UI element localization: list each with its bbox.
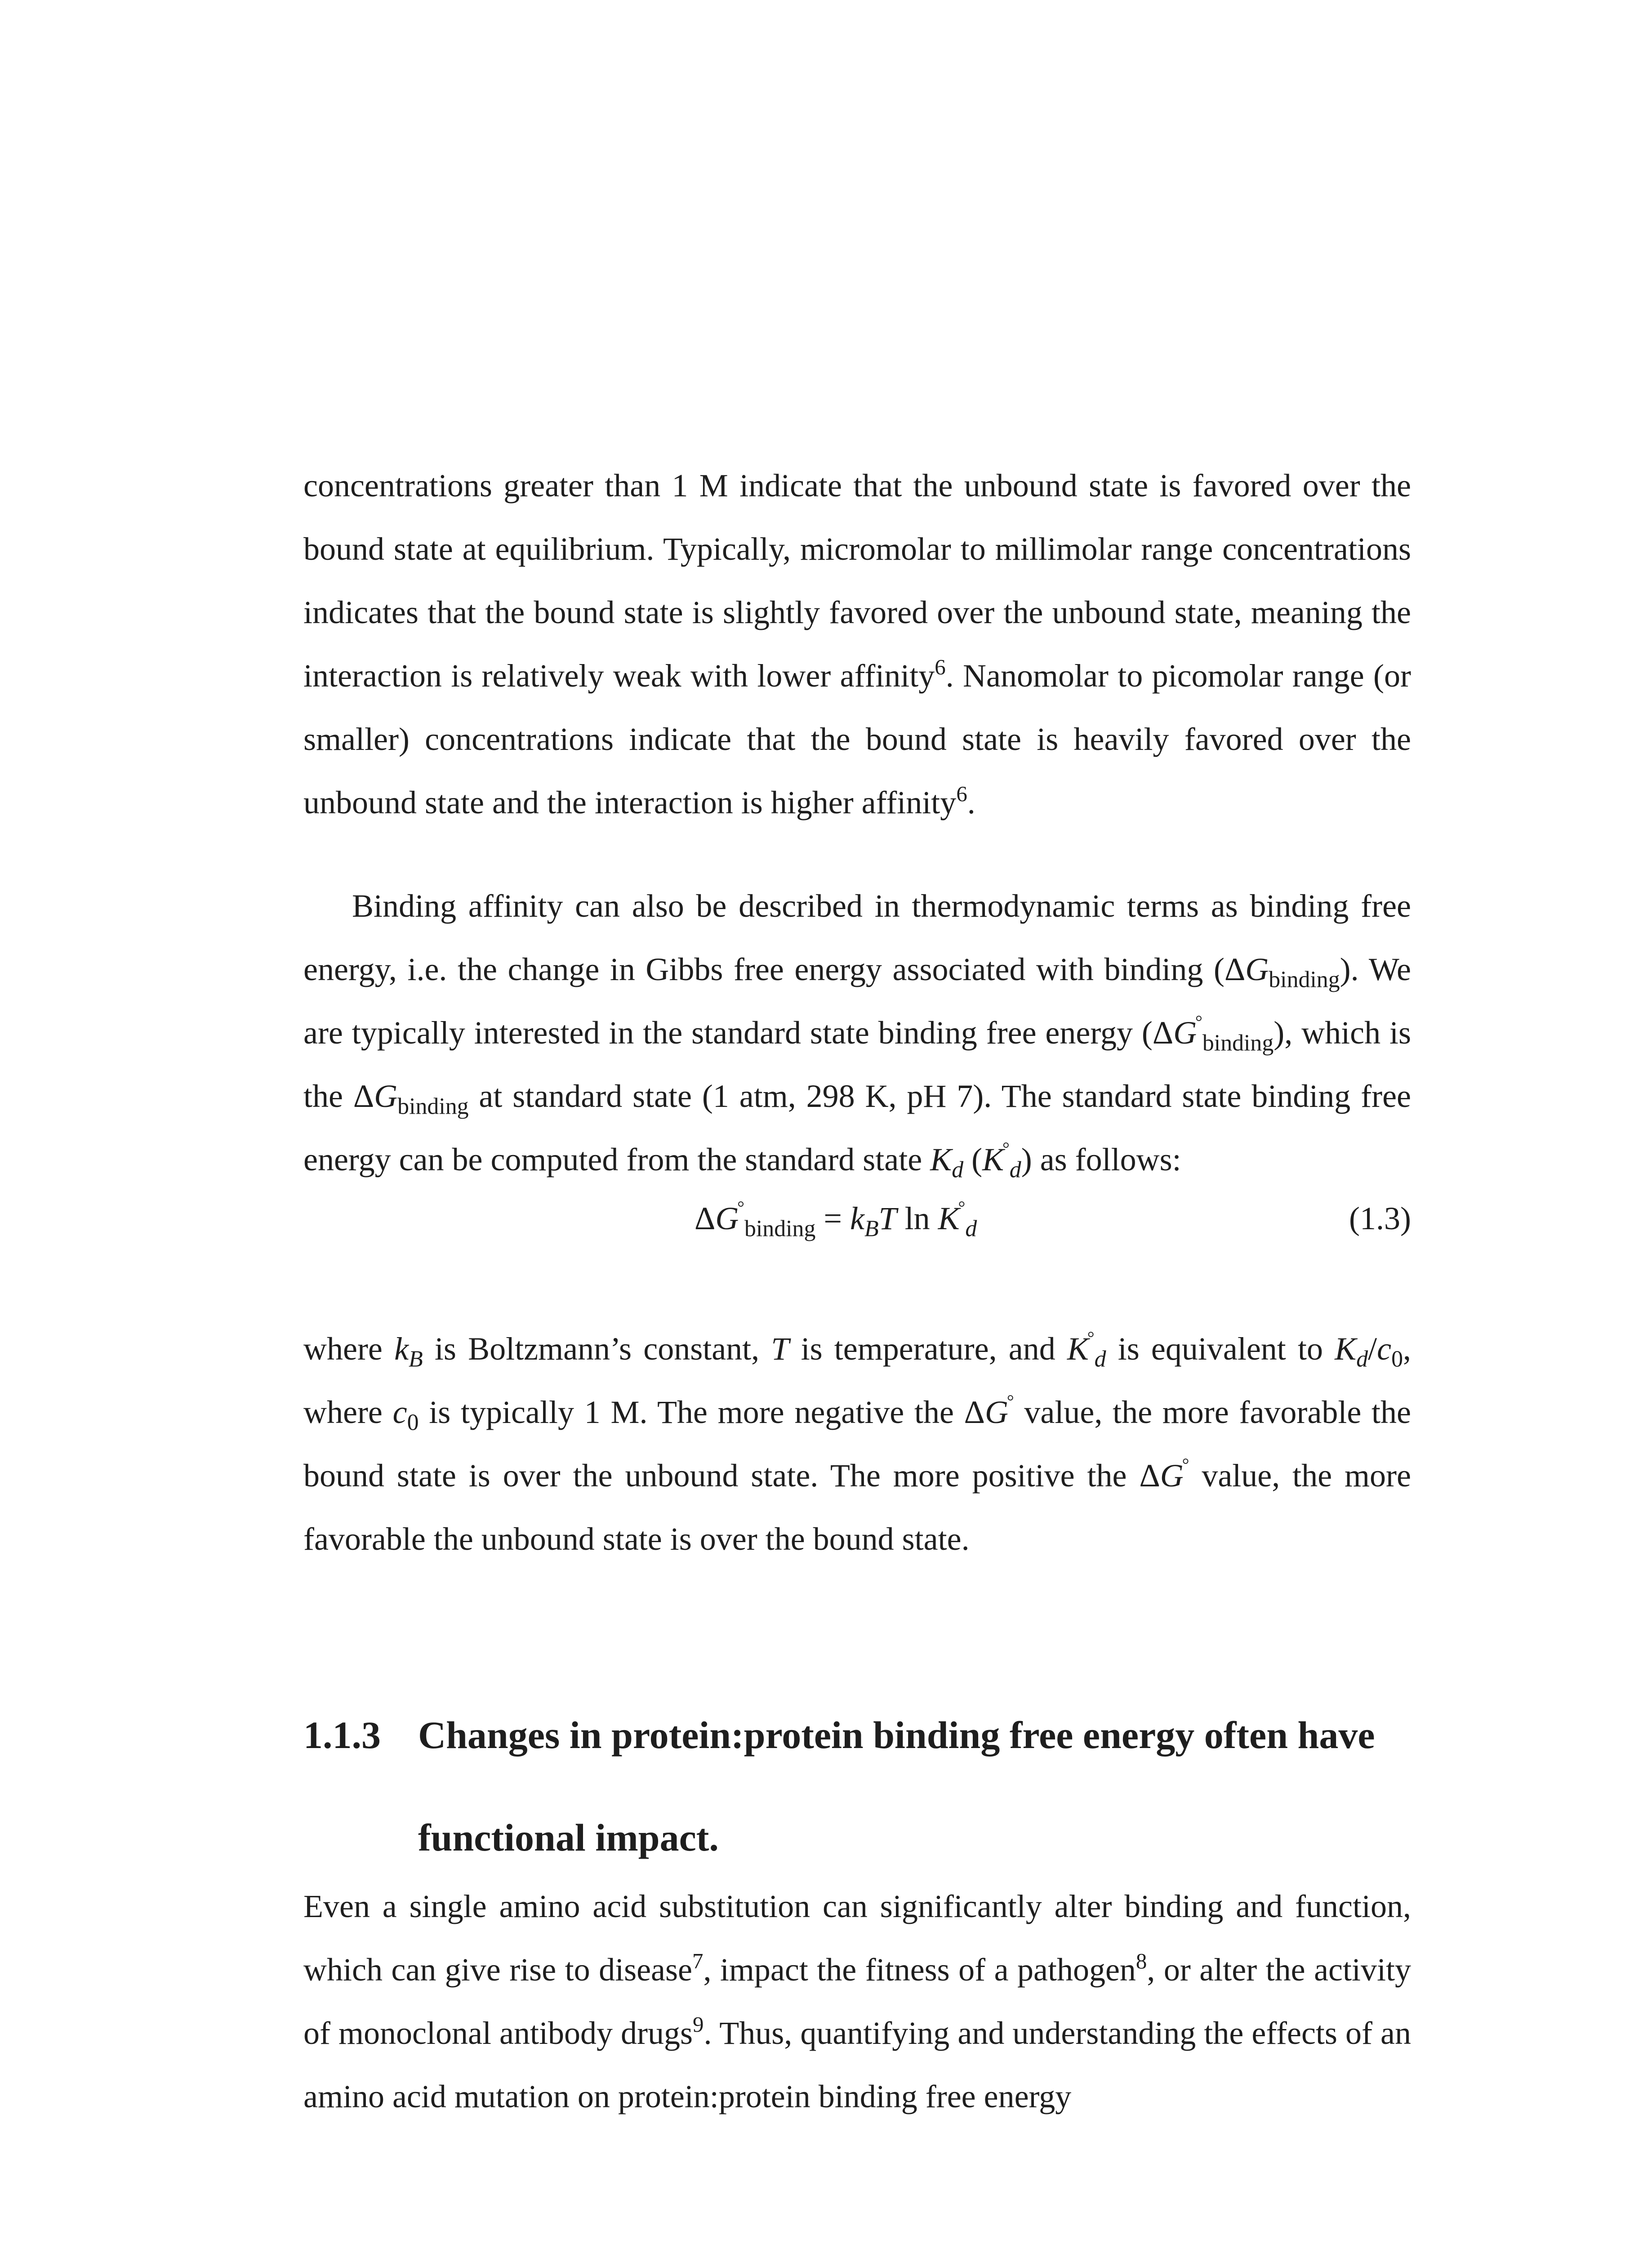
section-number: 1.1.3 xyxy=(303,1713,381,1757)
text: Even a single amino acid substitution can significantly alter binding and function, which can give rise to disease xyxy=(303,1888,1411,1988)
math-delta-g-binding xyxy=(353,1078,469,1120)
text: value, the more favorable the bound state is over the unbound state. The more positive the xyxy=(303,1394,1412,1494)
subscript: 0 xyxy=(1391,1346,1403,1372)
paragraph-equation-explanation xyxy=(303,1317,1411,1571)
degree-symbol: ° xyxy=(1195,1012,1202,1032)
equation-body xyxy=(695,1187,977,1250)
text: . Nanomolar to picomolar range (or smaller) concentrations indicate that the bound state is heavily favored over the unbound state and the interaction is higher affinity xyxy=(303,658,1412,821)
subscript: d xyxy=(1094,1346,1106,1372)
subscript: 0 xyxy=(407,1409,419,1436)
citation: 6 xyxy=(956,781,967,807)
citation: 9 xyxy=(693,2012,704,2037)
subscript: d xyxy=(1356,1346,1368,1372)
math-delta-g-standard xyxy=(964,1391,1014,1430)
subscript: B xyxy=(409,1346,423,1372)
symbol: G xyxy=(1160,1458,1184,1494)
citation: 6 xyxy=(935,655,946,680)
subscript: binding xyxy=(397,1093,469,1120)
text: ), which is the xyxy=(303,1015,1411,1114)
text: is Boltzmann’s constant, xyxy=(423,1331,771,1367)
subscript: d xyxy=(965,1216,977,1242)
citation: 7 xyxy=(692,1949,704,1974)
text: Binding affinity can also be described in thermodynamic terms as binding free energy, i.e. the change in Gibbs free energy associated with binding ( xyxy=(303,888,1411,987)
subscript: binding xyxy=(1202,1030,1274,1056)
degree-symbol: ° xyxy=(1182,1454,1189,1475)
math-delta-g-standard-binding xyxy=(1152,1012,1274,1056)
symbol: Δ xyxy=(353,1078,374,1114)
symbol: G xyxy=(984,1394,1008,1430)
symbol: c xyxy=(392,1394,407,1430)
text: , or alter the activity of monoclonal antibody drugs xyxy=(303,1952,1411,2051)
math-kd xyxy=(930,1142,964,1183)
text: ) as follows: xyxy=(1021,1142,1181,1178)
symbol: G xyxy=(1245,951,1269,987)
symbol: Δ xyxy=(1139,1458,1160,1494)
math-delta-g-binding xyxy=(1224,951,1340,993)
text: where xyxy=(303,1331,395,1367)
text: at standard state (1 atm, 298 K, pH 7). The standard state binding free energy can be computed from the standard state xyxy=(303,1078,1412,1178)
text: is temperature, and xyxy=(789,1331,1067,1367)
symbol: K xyxy=(938,1200,960,1236)
degree-symbol: ° xyxy=(737,1197,744,1218)
math-kb xyxy=(394,1331,423,1372)
math-kd xyxy=(1335,1331,1368,1372)
subscript: binding xyxy=(1269,967,1340,993)
degree-symbol: ° xyxy=(958,1197,966,1218)
subscript: d xyxy=(1009,1157,1021,1183)
subscript: binding xyxy=(744,1216,816,1242)
text: is typically 1 M. The more negative the xyxy=(419,1394,964,1430)
equals-sign: = xyxy=(815,1200,850,1236)
symbol: T xyxy=(878,1200,897,1236)
text: ). We are typically interested in the standard state binding free energy ( xyxy=(303,951,1411,1051)
math-kd-standard xyxy=(982,1138,1021,1183)
symbol: K xyxy=(1067,1331,1089,1367)
subscript: d xyxy=(952,1157,964,1183)
symbol: c xyxy=(1377,1331,1392,1367)
text: value, the more favorable the unbound state is over the bound state. xyxy=(303,1458,1411,1557)
degree-symbol: ° xyxy=(1002,1138,1010,1159)
symbol: Δ xyxy=(1224,951,1246,987)
symbol: K xyxy=(982,1142,1004,1178)
text: , where xyxy=(303,1331,1412,1430)
symbol: k xyxy=(394,1331,409,1367)
symbol: G xyxy=(715,1200,739,1236)
math-c0 xyxy=(1377,1331,1403,1372)
text: concentrations greater than 1 M indicate that the unbound state is favored over the bound state at equilibrium. Typically, micromolar to millimolar range concentrations indicates that the bound state is slightly favored over the unbound state, meaning the interaction is relatively weak with lower affinity xyxy=(303,468,1411,694)
section-heading xyxy=(303,1684,1411,1889)
symbol: Δ xyxy=(695,1200,716,1236)
symbol: K xyxy=(930,1142,952,1178)
text: , impact the fitness of a pathogen xyxy=(703,1952,1136,1988)
paragraph-binding-free-energy xyxy=(303,874,1411,1191)
section-title: Changes in protein:protein binding free energy often have functional impact. xyxy=(418,1713,1375,1859)
symbol: k xyxy=(850,1200,864,1236)
text: ( xyxy=(963,1142,983,1178)
paragraph-affinity-ranges xyxy=(303,454,1411,834)
equation-number: (1.3) xyxy=(1349,1200,1411,1236)
math-t: T xyxy=(771,1331,789,1367)
math-kd-standard xyxy=(1067,1328,1106,1372)
subscript: B xyxy=(864,1216,879,1242)
text: is equivalent to xyxy=(1106,1331,1335,1367)
symbol: G xyxy=(374,1078,398,1114)
paragraph-amino-acid-substitution xyxy=(303,1875,1411,2128)
text: . Thus, quantifying and understanding the effects of an amino acid mutation on protein:protein binding free energy xyxy=(303,2015,1411,2114)
math-delta-g-standard xyxy=(1139,1454,1189,1494)
function-ln: ln xyxy=(896,1200,938,1236)
equation-1-3 xyxy=(303,1187,1411,1250)
degree-symbol: ° xyxy=(1087,1328,1095,1348)
math-c0 xyxy=(392,1394,419,1436)
degree-symbol: ° xyxy=(1006,1391,1014,1411)
text: / xyxy=(1368,1331,1377,1367)
citation: 8 xyxy=(1135,1949,1147,1974)
text: . xyxy=(967,785,975,821)
symbol: Δ xyxy=(964,1394,985,1430)
symbol: G xyxy=(1173,1015,1197,1051)
symbol: K xyxy=(1335,1331,1357,1367)
symbol: Δ xyxy=(1152,1015,1174,1051)
